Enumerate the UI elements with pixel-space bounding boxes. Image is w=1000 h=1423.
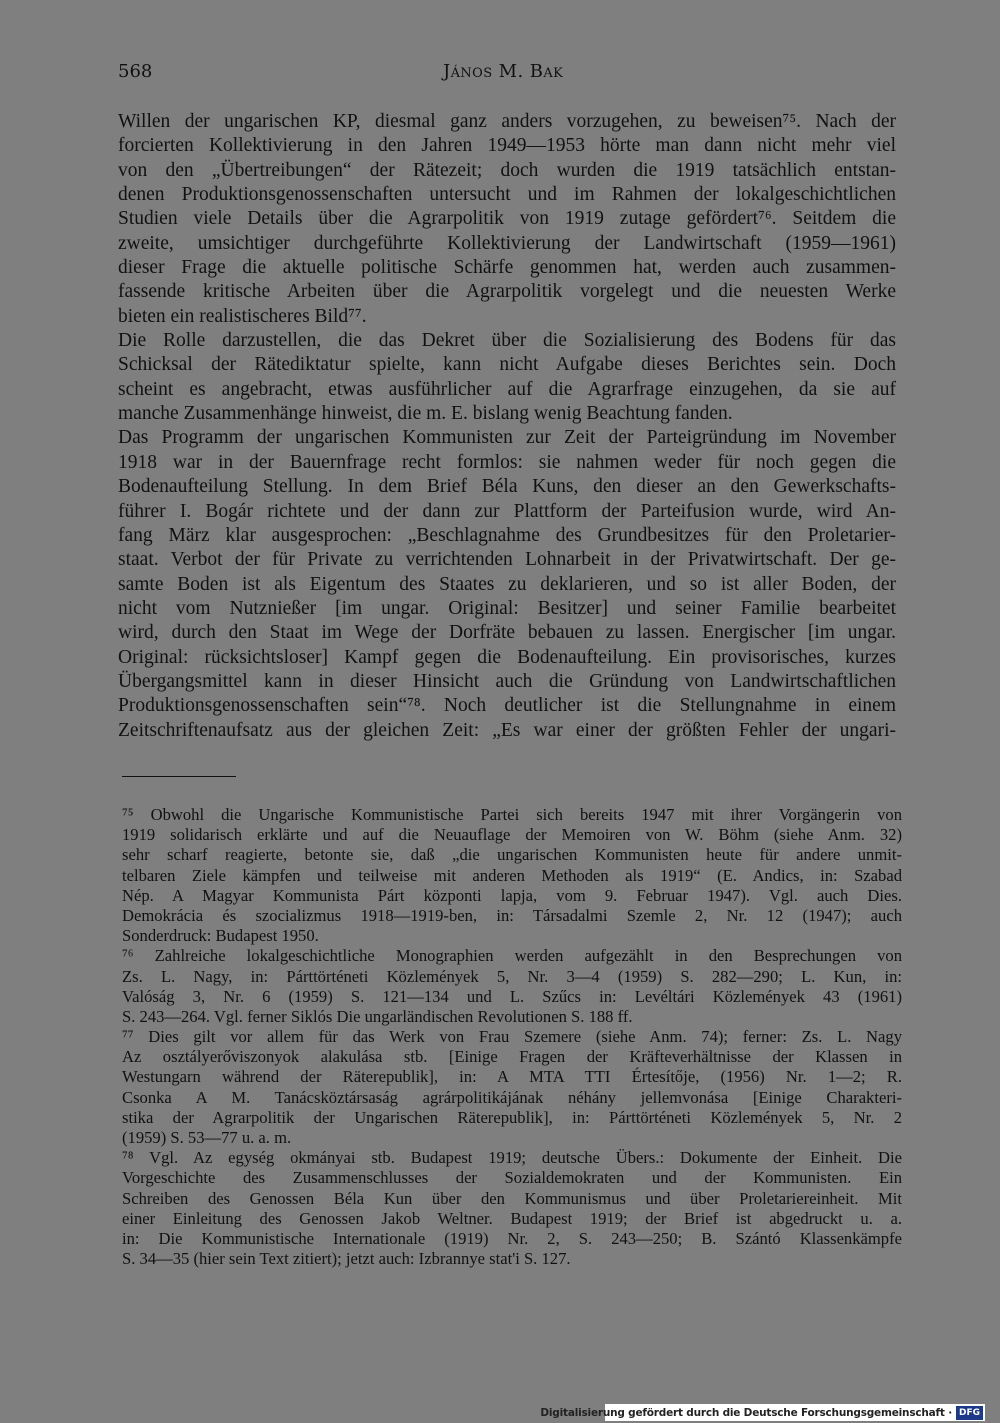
footnote-line: Valóság 3, Nr. 6 (1959) S. 121—134 und L. Szűcs in: Levéltári Közlemények 43 (1961) — [122, 986, 902, 1006]
body-line: fassende kritische Arbeiten über die Agrarpolitik vorgelegt und die neuesten Werke — [118, 281, 896, 303]
footnote-line: S. 243—264. Vgl. ferner Siklós Die ungarländischen Revolutionen S. 188 ff. — [122, 1006, 633, 1026]
footnote-line: ⁷⁸ Vgl. Az egység okmányai stb. Budapest 1919; deutsche Übers.: Dokumente der Einheit. Die — [122, 1148, 902, 1168]
body-line: forcierten Kollektivierung in den Jahren 1949—1953 hörte man dann nicht mehr viel — [118, 135, 896, 157]
footnote-line: einer Einleitung des Genossen Jakob Weltner. Budapest 1919; der Brief ist abgedruckt u. a. — [122, 1208, 902, 1228]
footnote-line: ⁷⁵ Obwohl die Ungarische Kommunistische Partei sich bereits 1947 mit ihrer Vorgängerin von — [122, 805, 902, 824]
footnote-line: in: Die Kommunistische Internationale (1919) Nr. 2, S. 243—250; B. Szántó Klassenkämpfe — [122, 1228, 902, 1248]
footnote-line: Csonka A M. Tanácsköztársaság agrárpolitikájának néhány jellemvonása [Einige Charakteri- — [122, 1087, 902, 1107]
dfg-logo: DFG — [956, 1406, 983, 1420]
footnote-line: Az osztályerőviszonyok alakulása stb. [Einige Fragen der Kräfteverhältnisse der Klassen in — [122, 1047, 902, 1067]
footnote-line: sehr scharf reagierte, betonte sie, daß „die ungarischen Kommunisten heute für andere unmit- — [122, 845, 902, 865]
body-line: denen Produktionsgenossenschaften untersucht und im Rahmen der lokalgeschichtlichen — [118, 184, 896, 206]
footnote-line: ⁷⁶ Zahlreiche lokalgeschichtliche Monographien werden aufgezählt in den Besprechungen von — [122, 946, 902, 966]
footnotes — [122, 805, 902, 1269]
body-line: Übergangsmittel kann in dieser Hinsicht auch die Gründung von Landwirtschaftlichen — [118, 670, 896, 692]
running-head: János M. Bak — [443, 61, 564, 82]
footnote-line: 1919 solidarisch erklärte und auf die Neuauflage der Memoiren von W. Böhm (siehe Anm. 32) — [122, 825, 902, 845]
body-line: staat. Verbot der für Private zu verrichtenden Lohnarbeit in der Privatwirtschaft. Der ge- — [118, 549, 896, 571]
footnote-line: Nép. A Magyar Kommunista Párt központi lapja, vom 9. Februar 1947). Vgl. auch Dies. — [122, 885, 902, 905]
body-line: manche Zusammenhänge hinweist, die m. E. bislang wenig Beachtung fanden. — [118, 403, 733, 425]
body-line: von den „Übertreibungen“ der Rätezeit; doch wurden die 1919 tatsächlich entstan- — [118, 159, 896, 181]
footnote-line: S. 34—35 (hier sein Text zitiert); jetzt auch: Izbrannye stat'i S. 127. — [122, 1249, 571, 1269]
footnote-line: Vorgeschichte des Zusammenschlusses der Sozialdemokraten und der Kommunisten. Ein — [122, 1168, 902, 1188]
body-line: Das Programm der ungarischen Kommunisten zur Zeit der Parteigründung im November — [118, 427, 896, 449]
body-line: führer I. Bogár richtete und der dann zur Plattform der Parteifusion wurde, wird An- — [118, 500, 896, 522]
body-line: Produktionsgenossenschaften sein“⁷⁸. Noch deutlicher ist die Stellungnahme in einem — [118, 695, 896, 717]
footnote-line: (1959) S. 53—77 u. a. m. — [122, 1128, 292, 1147]
footnote-line: Schreiben des Genossen Béla Kun über den Kommunismus und über Proletariereinheit. Mit — [122, 1188, 902, 1208]
body-line: samte Boden ist als Eigentum des Staates zu deklarieren, und so ist aller Boden, der — [118, 573, 896, 595]
body-line: zweite, umsichtiger durchgeführte Kollektivierung der Landwirtschaft (1959—1961) — [118, 232, 896, 254]
body-line: dieser Frage die aktuelle politische Schärfe genommen hat, werden auch zusammen- — [118, 257, 896, 279]
body-line: 1918 war in der Bauernfrage recht formlos: sie nahmen weder für noch gegen die — [118, 451, 896, 473]
body-line: nicht vom Nutznießer [im ungar. Original: Besitzer] und seiner Familie bearbeitet — [118, 597, 896, 619]
footnote-line: stika der Agrarpolitik der Ungarischen Räterepublik], in: Párttörténeti Közlemények 5, Nr. 2 — [122, 1107, 902, 1127]
footnote-line: Westungarn während der Räterepublik], in: A MTA TTI Értesítője, (1956) Nr. 1—2; R. — [122, 1067, 902, 1087]
body-line: Original: rücksichtsloser] Kampf gegen die Bodenaufteilung. Ein provisorisches, kurzes — [118, 646, 896, 668]
body-text — [118, 110, 896, 743]
funding-credit: Digitalisierung gefördert durch die Deutsche Forschungsgemeinschaft · — [540, 1406, 952, 1419]
page-number: 568 — [118, 61, 153, 82]
footnote-line: telbaren Ziele kämpfen und teilweise mit anderen Methoden als 1919“ (E. Andics, in: Szabad — [122, 865, 902, 885]
body-line: fang März klar ausgesprochen: „Beschlagnahme des Grundbesitzes für den Proletarier- — [118, 524, 896, 546]
footnote-line: ⁷⁷ Dies gilt vor allem für das Werk von Frau Szemere (siehe Anm. 74); ferner: Zs. L. Nagy — [122, 1027, 902, 1047]
body-line: bieten ein realistischeres Bild⁷⁷. — [118, 305, 367, 327]
footnote-line: Sonderdruck: Budapest 1950. — [122, 926, 319, 946]
footnote-line: Zs. L. Nagy, in: Párttörténeti Közlemények 5, Nr. 3—4 (1959) S. 282—290; L. Kun, in: — [122, 966, 902, 986]
footnote-line: Demokrácia és szocializmus 1918—1919-ben, in: Társadalmi Szemle 2, Nr. 12 (1947); auch — [122, 905, 902, 925]
body-line: Schicksal der Rätediktatur spielte, kann nicht Aufgabe dieses Berichtes sein. Doch — [118, 354, 896, 376]
body-line: Die Rolle darzustellen, die das Dekret über die Sozialisierung des Bodens für das — [118, 330, 896, 352]
body-line: Zeitschriftenaufsatz aus der gleichen Zeit: „Es war einer der größten Fehler der ungari- — [118, 719, 896, 741]
body-line: Bodenaufteilung Stellung. In dem Brief Béla Kuns, den dieser an den Gewerkschafts- — [118, 476, 896, 498]
footer-banner — [540, 1404, 985, 1421]
body-line: Willen der ungarischen KP, diesmal ganz anders vorzugehen, zu beweisen⁷⁵. Nach der — [118, 111, 896, 132]
body-line: wird, durch den Staat im Wege der Dorfräte bebauen zu lassen. Energischer [im ungar. — [118, 622, 896, 644]
body-line: scheint es angebracht, etwas ausführlicher auf die Agrarfrage einzugehen, da sie auf — [118, 378, 896, 400]
body-line: Studien viele Details über die Agrarpolitik von 1919 zutage gefördert⁷⁶. Seitdem die — [118, 208, 896, 230]
footnote-divider — [122, 776, 236, 777]
